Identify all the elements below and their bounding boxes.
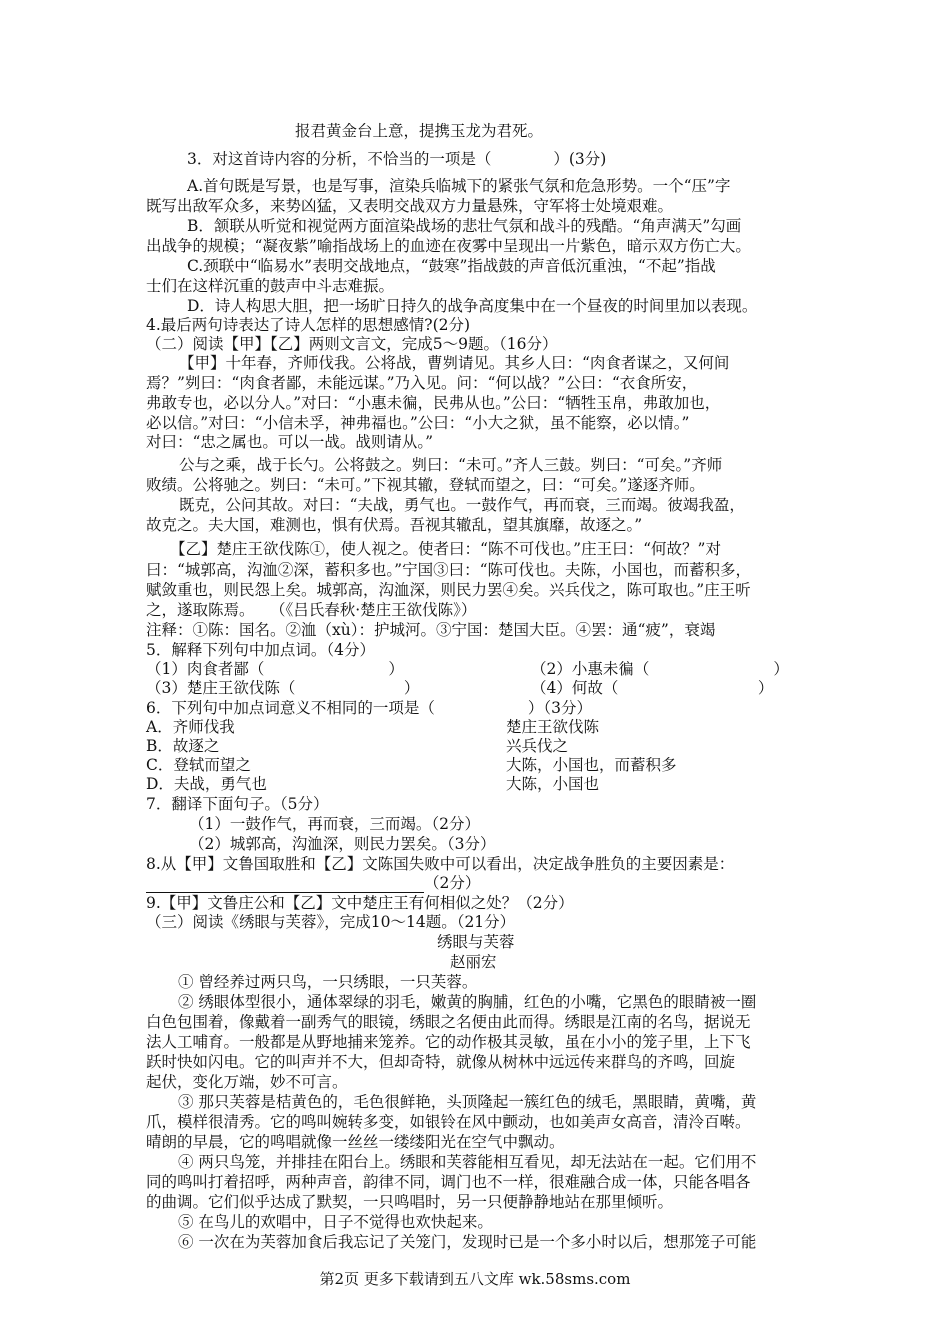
poem-last-line: 报君黄金台上意，提携玉龙为君死。 (295, 122, 544, 140)
article-line: ⑤ 在鸟儿的欢唱中，日子不觉得也欢快起来。 (178, 1213, 493, 1231)
q6-option-left: D．夫战，勇气也 (146, 775, 267, 793)
question-6-stem: 6．下列句中加点词意义不相同的一项是（ ）（3分） (146, 699, 592, 717)
q5-item-1: （1）肉食者鄙（ ） (146, 660, 404, 678)
article-line: ④ 两只鸟笼，并排挂在阳台上。绣眼和芙蓉能相互看见，却无法站在一起。它们用不 (178, 1153, 757, 1171)
q3-option-a-line2: 既写出敌军众多，来势凶猛，又表明交战双方力量悬殊，守军将士处境艰难。 (146, 197, 674, 215)
article-line: 起伏，变化万端，妙不可言。 (146, 1073, 348, 1091)
q3-option-c-line1: C.颈联中“临易水”表明交战地点，“鼓寒”指战鼓的声音低沉重浊，“不起”指战 (187, 257, 716, 275)
q3-option-a-line1: A.首句既是写景，也是写事，渲染兵临城下的紧张气氛和危急形势。一个“压”字 (187, 177, 731, 195)
section-2-title: （二）阅读【甲】【乙】两则文言文，完成5～9题。（16分） (146, 335, 558, 353)
page-footer: 第2页 更多下载请到五八文库 wk.58sms.com (319, 1270, 631, 1288)
text-jia-line: 败绩。公将驰之。刿曰：“未可。”下视其辙，登轼而望之，曰：“可矣。”遂逐齐师。 (146, 476, 705, 494)
q6-option-right: 兴兵伐之 (506, 737, 569, 755)
annotations: 注释：①陈：国名。②洫（xù）：护城河。③宁国：楚国大臣。④罢：通“疲”，衰竭 (146, 621, 716, 639)
article-line: 同的鸣叫打着招呼，两种声音，韵律不同，调门也不一样，很难融合成一体，只能各唱各 (146, 1173, 751, 1191)
article-author: 赵丽宏 (450, 953, 497, 971)
article-line: ⑥ 一次在为芙蓉加食后我忘记了关笼门，发现时已是一个多小时以后，想那笼子可能 (178, 1233, 757, 1251)
question-4: 4.最后两句诗表达了诗人怎样的思想感情?(2分) (146, 316, 471, 334)
q7-sentence-2: （2）城郭高，沟洫深，则民力罢矣。（3分） (189, 835, 496, 853)
section-3-title: （三）阅读《绣眼与芙蓉》，完成10～14题。（21分） (146, 913, 516, 931)
question-5-stem: 5．解释下列句中加点词。（4分） (146, 641, 375, 659)
text-jia-line: 公与之乘，战于长勺。公将鼓之。刿曰：“未可。”齐人三鼓。刿曰：“可矣。”齐师 (179, 456, 723, 474)
text-jia-line: 故克之。夫大国，难测也，惧有伏焉。吾视其辙乱，望其旗靡，故逐之。” (146, 516, 643, 534)
article-line: ① 曾经养过两只鸟，一只绣眼，一只芙蓉。 (178, 973, 478, 991)
text-jia-line: 【甲】十年春，齐师伐我。公将战，曹刿请见。其乡人曰：“肉食者谋之，又何间 (179, 354, 730, 372)
q5-item-4: （4）何故（ ） (531, 679, 774, 697)
q6-option-left: B．故逐之 (146, 737, 220, 755)
text-yi-line: 【乙】楚庄王欲伐陈①，使人视之。使者曰：“陈不可伐也。”庄王曰：“何故？”对 (170, 540, 721, 558)
text-jia-line: 弗敢专也，必以分人。”对曰：“小惠未徧，民弗从也。”公曰：“牺牲玉帛，弗敢加也， (146, 394, 721, 412)
article-line: 白色包围着，像戴着一副秀气的眼镜，绣眼之名便由此而得。绣眼是江南的名鸟，据说无 (146, 1013, 751, 1031)
text-jia-line: 焉？”刿曰：“肉食者鄙，未能远谋。”乃入见。问：“何以战？”公曰：“衣食所安， (146, 374, 698, 392)
q3-option-b-line1: B．颔联从听觉和视觉两方面渲染战场的悲壮气氛和战斗的残酷。“角声满天”勾画 (187, 217, 742, 235)
q8-answer-line (146, 874, 480, 893)
article-line: 晴朗的早晨，它的鸣唱就像一丝丝一缕缕阳光在空气中飘动。 (146, 1133, 565, 1151)
article-line: 爪，模样很清秀。它的鸣叫婉转多变，如银铃在风中颤动，也如美声女高音，清泠百啭。 (146, 1113, 751, 1131)
q6-option-left: C．登轼而望之 (146, 756, 251, 774)
q6-option-left: A．齐师伐我 (146, 718, 235, 736)
answer-blank[interactable] (146, 877, 424, 893)
q5-item-2: （2）小惠未徧（ ） (531, 660, 789, 678)
article-line: 法人工哺育。一般都是从野地捕来笼养。它的动作极其灵敏，虽在小小的笼子里，上下飞 (146, 1033, 751, 1051)
article-line: 跃时快如闪电。它的叫声并不大，但却奇特，就像从树林中远远传来群鸟的齐鸣，回旋 (146, 1053, 736, 1071)
q6-option-right: 大陈，小国也，而蓄积多 (506, 756, 677, 774)
q6-option-right: 大陈，小国也 (506, 775, 600, 793)
text-yi-line: 赋敛重也，则民怨上矣。城郭高，沟洫深，则民力罢④矣。兴兵伐之，陈可取也。”庄王听 (146, 581, 751, 599)
q3-option-b-line2: 出战争的规模；“凝夜紫”喻指战场上的血迹在夜雾中呈现出一片紫色，暗示双方伤亡大。 (146, 237, 751, 255)
question-8-stem: 8.从【甲】文鲁国取胜和【乙】文陈国失败中可以看出，决定战争胜负的主要因素是： (146, 855, 735, 873)
text-jia-line: 对曰：“忠之属也。可以一战。战则请从。” (146, 433, 434, 451)
q3-option-c-line2: 士们在这样沉重的鼓声中斗志难振。 (146, 277, 395, 295)
article-line: 的曲调。它们似乎达成了默契，一只鸣唱时，另一只便静静地站在那里倾听。 (146, 1193, 674, 1211)
article-title: 绣眼与芙蓉 (437, 933, 515, 951)
text-jia-line: 既克，公问其故。对曰：“夫战，勇气也。一鼓作气，再而衰，三而竭。彼竭我盈， (179, 496, 745, 514)
question-3-stem: 3．对这首诗内容的分析，不恰当的一项是（ ）(3分) (187, 150, 607, 168)
question-7-stem: 7．翻译下面句子。（5分） (146, 795, 329, 813)
text-yi-line: 之，遂取陈焉。 （《吕氏春秋·楚庄王欲伐陈》） (146, 601, 477, 619)
text-jia-line: 必以信。”对曰：“小信未孚，神弗福也。”公曰：“小大之狱，虽不能察，必以情。” (146, 414, 690, 432)
q7-sentence-1: （1）一鼓作气，再而衰，三而竭。（2分） (189, 815, 480, 833)
q6-option-right: 楚庄王欲伐陈 (506, 718, 600, 736)
q5-item-3: （3）楚庄王欲伐陈（ ） (146, 679, 420, 697)
question-9: 9.【甲】文鲁庄公和【乙】文中楚庄王有何相似之处？（2分） (146, 894, 574, 912)
article-line: ③ 那只芙蓉是桔黄色的，毛色很鲜艳，头顶隆起一簇红色的绒毛，黑眼睛，黄嘴，黄 (178, 1093, 757, 1111)
article-line: ② 绣眼体型很小，通体翠绿的羽毛，嫩黄的胸脯，红色的小嘴，它黑色的眼睛被一圈 (178, 993, 757, 1011)
text-yi-line: 曰：“城郭高，沟洫②深，蓄积多也。”宁国③曰：“陈可伐也。夫陈，小国也，而蓄积多， (146, 561, 752, 579)
q8-points: （2分） (424, 874, 481, 892)
q3-option-d: D．诗人构思大胆，把一场旷日持久的战争高度集中在一个昼夜的时间里加以表现。 (187, 297, 758, 315)
